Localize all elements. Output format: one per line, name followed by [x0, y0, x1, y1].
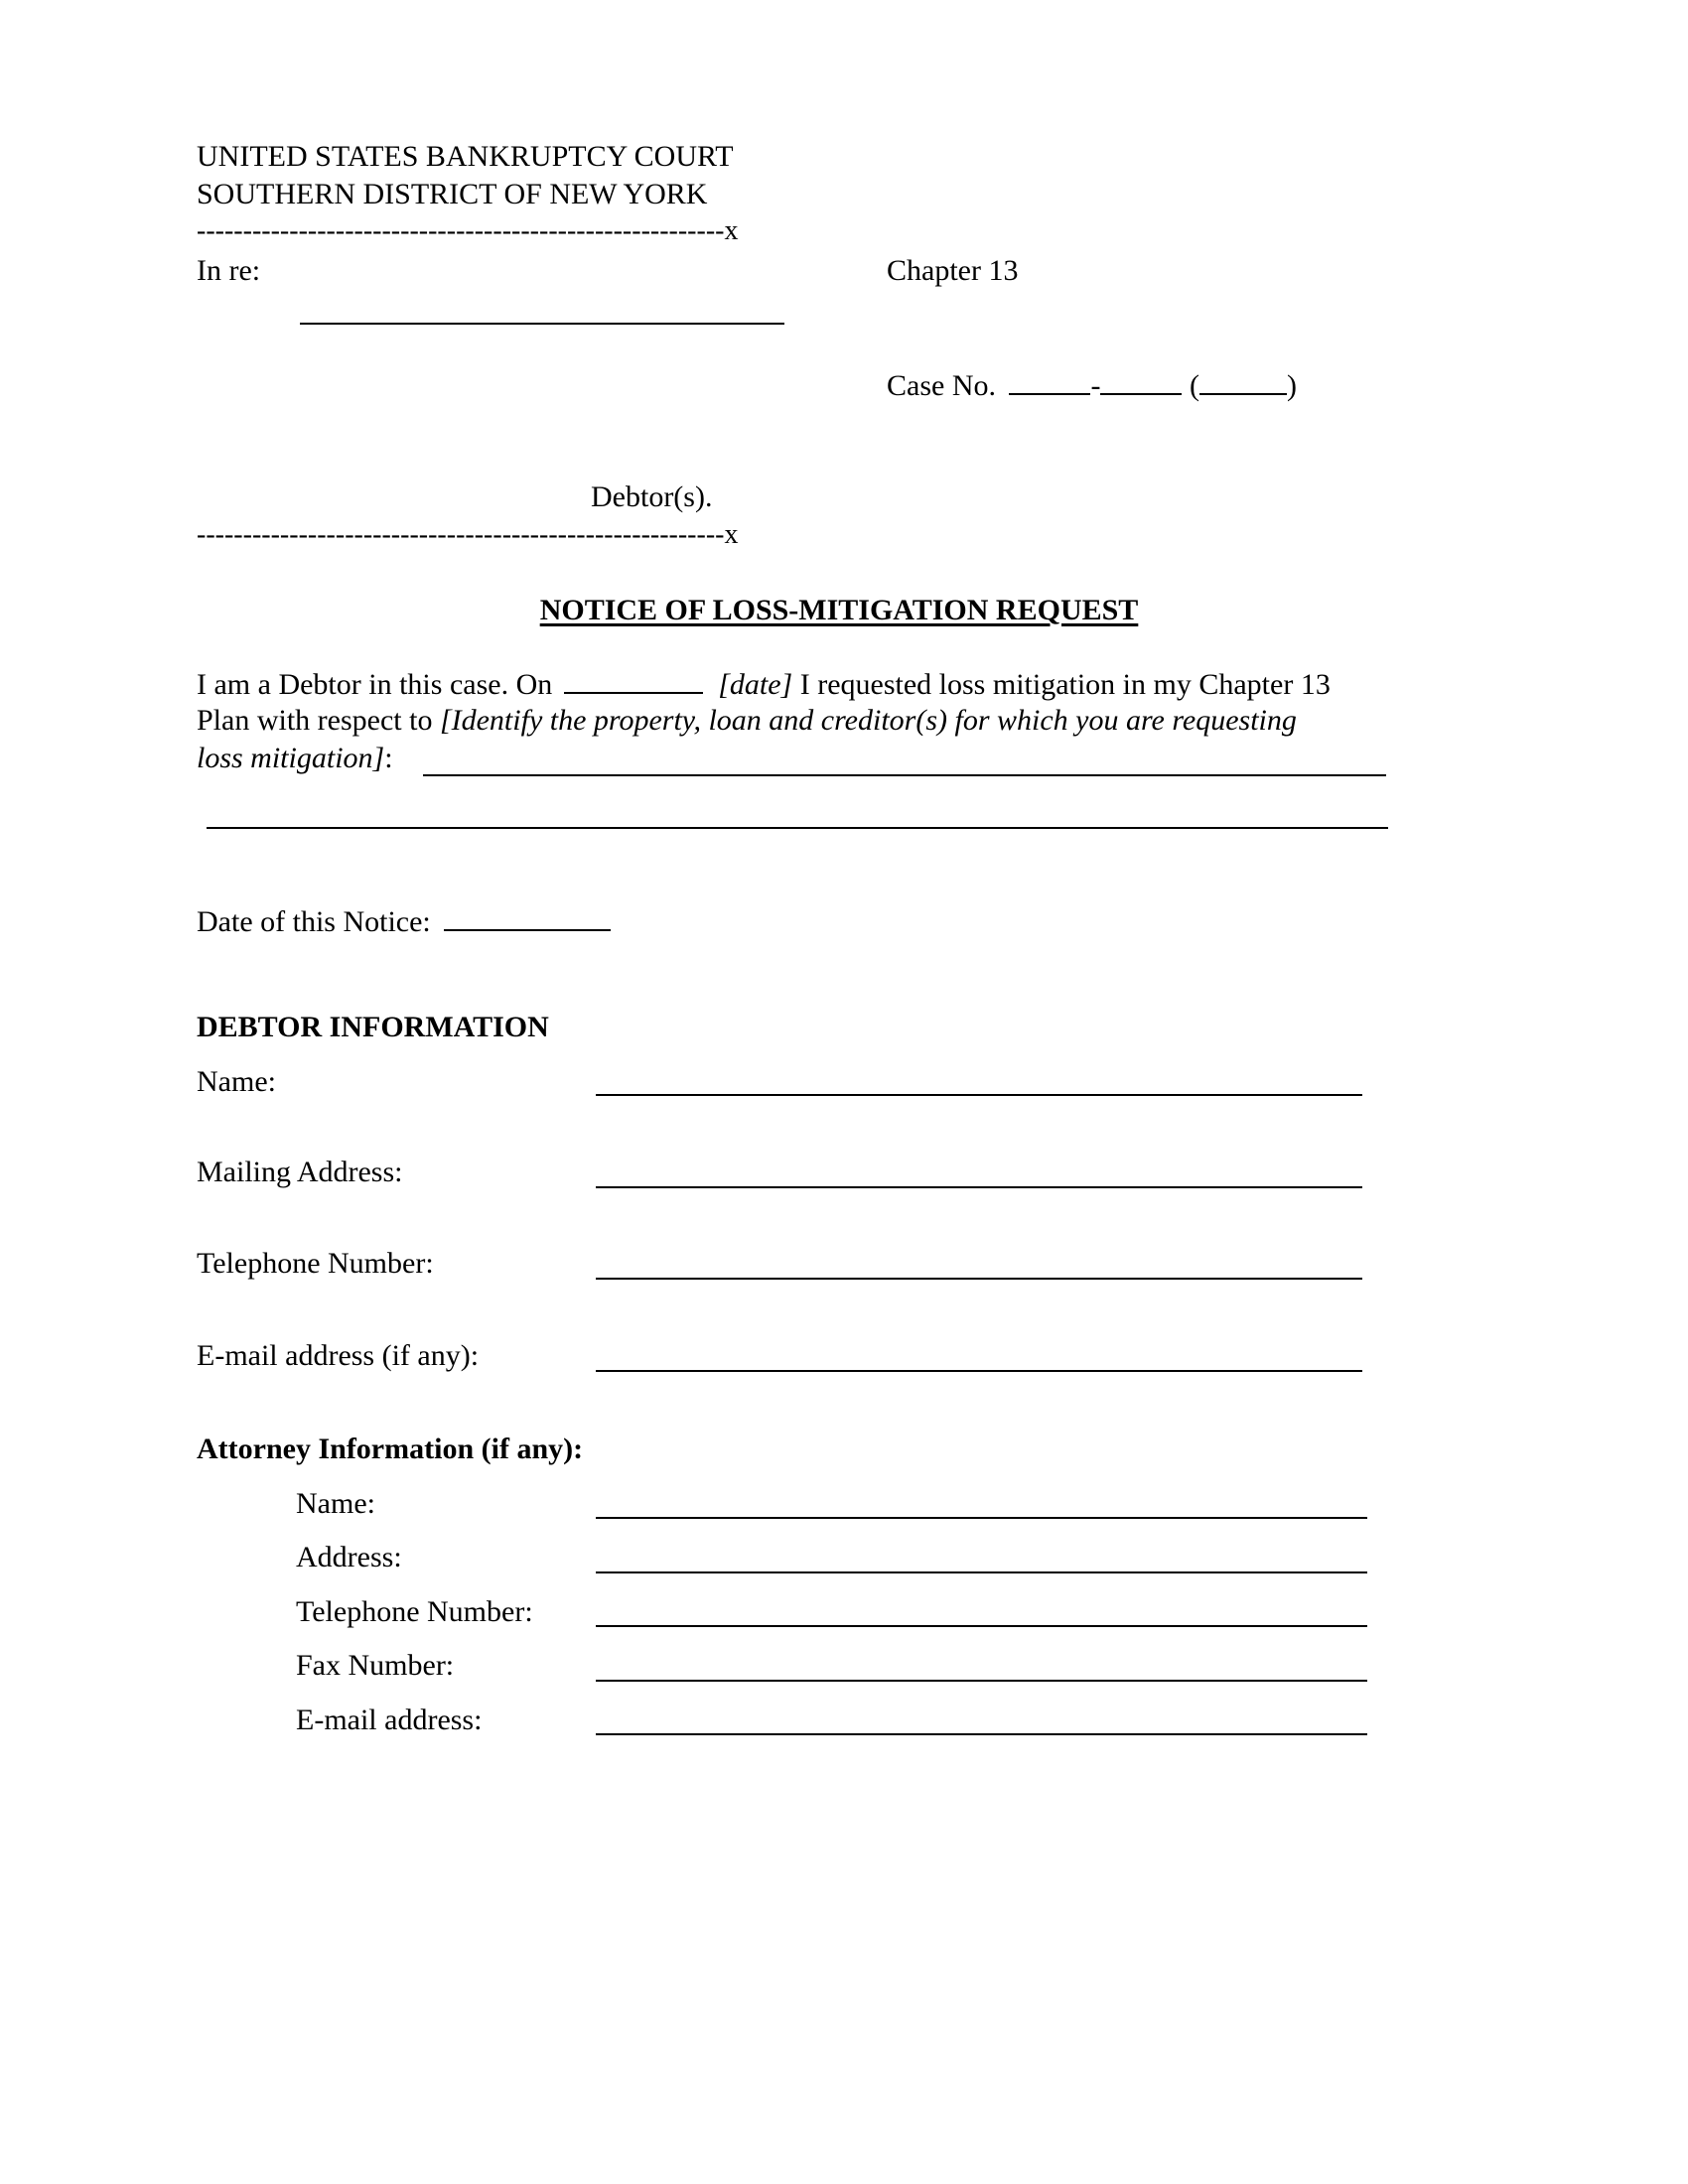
attorney-name-label: Name: — [296, 1487, 375, 1520]
debtors-label: Debtor(s). — [591, 480, 713, 513]
court-name-line1: UNITED STATES BANKRUPTCY COURT — [197, 140, 734, 173]
body-plan-text: Plan with respect to — [197, 704, 433, 737]
court-district-line2: SOUTHERN DISTRICT OF NEW YORK — [197, 178, 708, 210]
notice-body-line3 — [197, 741, 393, 776]
attorney-name-field[interactable] — [596, 1517, 1367, 1519]
case-no-dash: - — [1090, 369, 1101, 402]
case-number-line — [887, 365, 1297, 404]
debtor-name-field[interactable] — [596, 1094, 1362, 1096]
date-of-notice-line — [197, 901, 611, 940]
attorney-telephone-field[interactable] — [596, 1625, 1367, 1627]
in-re-label: In re: — [197, 254, 261, 287]
notice-title: NOTICE OF LOSS-MITIGATION REQUEST — [539, 594, 1139, 626]
debtor-telephone-label: Telephone Number: — [197, 1247, 434, 1280]
body-request-text: I requested loss mitigation in my Chapter 13 — [799, 668, 1331, 701]
attorney-fax-field[interactable] — [596, 1680, 1367, 1682]
request-date-blank[interactable] — [564, 664, 703, 694]
debtor-email-field[interactable] — [596, 1370, 1362, 1372]
date-of-notice-label: Date of this Notice: — [197, 905, 431, 938]
attorney-address-field[interactable] — [596, 1571, 1367, 1573]
date-of-notice-blank[interactable] — [444, 901, 611, 931]
attorney-email-label: E-mail address: — [296, 1704, 483, 1736]
notice-body-line2 — [197, 703, 1297, 739]
body-intro-text: I am a Debtor in this case. On — [197, 668, 553, 701]
loss-mitigation-colon: : — [384, 742, 393, 774]
attorney-fax-label: Fax Number: — [296, 1649, 455, 1682]
debtor-info-heading: DEBTOR INFORMATION — [197, 1011, 549, 1043]
debtor-telephone-field[interactable] — [596, 1278, 1362, 1280]
loss-mitigation-hint: loss mitigation] — [197, 742, 385, 774]
debtor-mailing-address-label: Mailing Address: — [197, 1156, 403, 1188]
debtor-name-blank[interactable] — [300, 323, 784, 325]
property-description-blank-2[interactable] — [207, 827, 1388, 829]
attorney-telephone-label: Telephone Number: — [296, 1595, 533, 1628]
caption-separator-bottom: ---------------------------------------------------------x — [197, 519, 739, 550]
property-description-blank-1[interactable] — [423, 774, 1386, 776]
case-no-close-paren: ) — [1286, 369, 1297, 402]
date-hint-text: [date] — [718, 668, 793, 701]
chapter-label: Chapter 13 — [887, 254, 1019, 287]
case-no-part2-blank[interactable] — [1100, 365, 1182, 395]
attorney-info-heading: Attorney Information (if any): — [197, 1433, 584, 1465]
debtor-mailing-address-field[interactable] — [596, 1186, 1362, 1188]
case-no-label: Case No. — [887, 369, 996, 402]
caption-separator-top: ---------------------------------------------------------x — [197, 215, 739, 246]
case-no-open-paren: ( — [1189, 369, 1199, 402]
case-no-judge-blank[interactable] — [1199, 365, 1287, 395]
notice-body-line1 — [197, 664, 1331, 703]
attorney-email-field[interactable] — [596, 1733, 1367, 1735]
case-no-part1-blank[interactable] — [1009, 365, 1090, 395]
debtor-email-label: E-mail address (if any): — [197, 1339, 480, 1372]
debtor-name-label: Name: — [197, 1065, 276, 1098]
attorney-address-label: Address: — [296, 1541, 402, 1573]
identify-property-hint: [Identify the property, loan and creditor(s) for which you are requesting — [439, 704, 1297, 737]
